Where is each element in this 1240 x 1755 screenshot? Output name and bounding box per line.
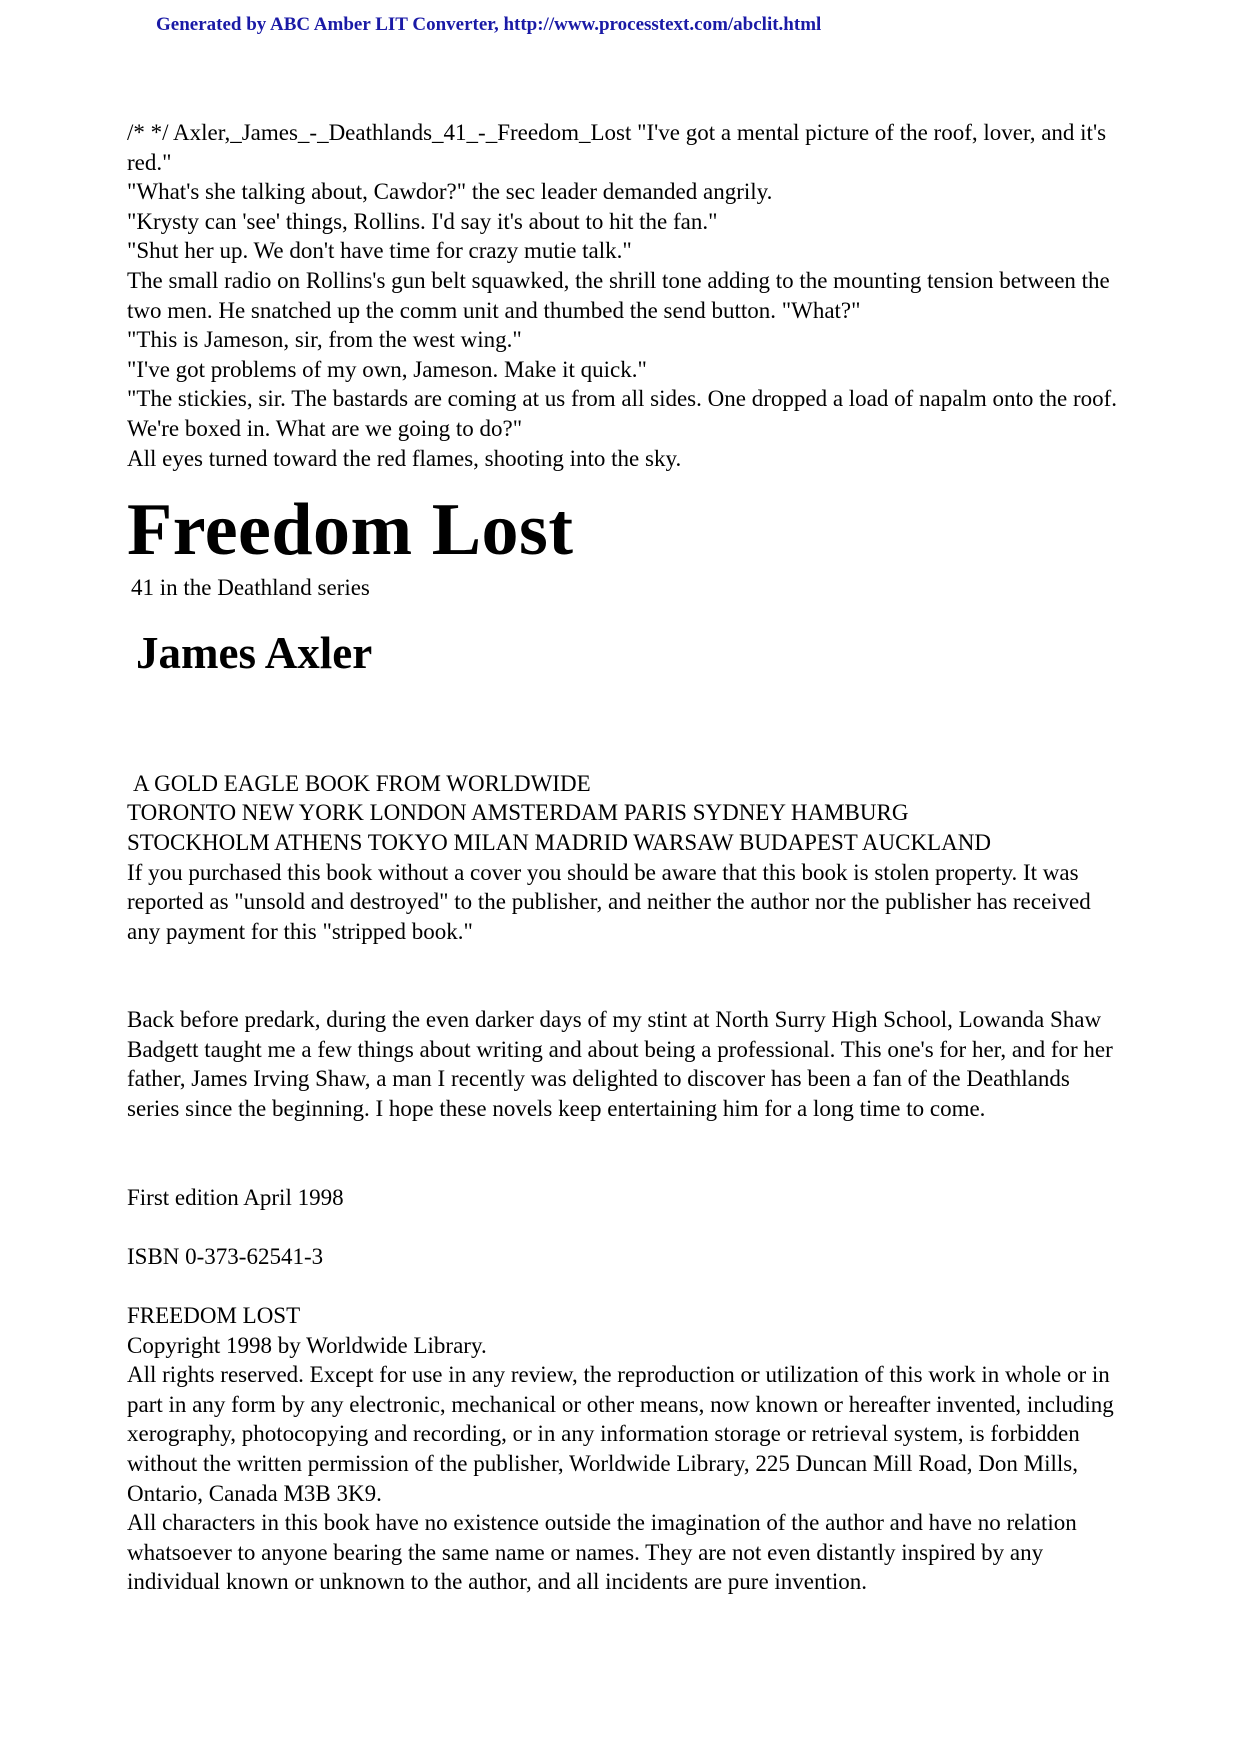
spacer xyxy=(127,1124,1127,1183)
intro-paragraph: "Krysty can 'see' things, Rollins. I'd say it's about to hit the fan." xyxy=(127,208,718,234)
fiction-notice: All characters in this book have no existence outside the imagination of the author and have no relation whatsoever to anyone bearing the same name or names. They are not even distantly inspired by any individual known or unknown to the author, and all incidents are pure invention. xyxy=(127,1510,1077,1595)
publisher-block xyxy=(127,769,1127,947)
edition-line: First edition April 1998 xyxy=(127,1184,344,1210)
intro-excerpt xyxy=(127,118,1127,473)
intro-paragraph: The small radio on Rollins's gun belt squawked, the shrill tone adding to the mounting tension between the two men. He snatched up the comm unit and thumbed the send button. "What?" xyxy=(127,267,1110,323)
rights-notice: All rights reserved. Except for use in any review, the reproduction or utilization of this work in whole or in part in any form by any electronic, mechanical or other means, now known or hereafter invented, including xerography, photocopying and recording, or in any information storage or retrieval system, is forbidden without the written permission of the publisher, Worldwide Library, 225 Duncan Mill Road, Don Mills, Ontario, Canada M3B 3K9. xyxy=(127,1362,1114,1506)
intro-paragraph: "What's she talking about, Cawdor?" the sec leader demanded angrily. xyxy=(127,179,773,205)
isbn-line: ISBN 0-373-62541-3 xyxy=(127,1243,324,1269)
dedication: Back before predark, during the even darker days of my stint at North Surry High School, Lowanda Shaw Badgett taught me a few things about writing and about being a professional. This one's for her, and for her father, James Irving Shaw, a man I recently was delighted to discover has been a fan of the Deathlands series since the beginning. I hope these novels keep entertaining him for a long time to come. xyxy=(127,1007,1113,1122)
spacer xyxy=(127,946,1127,1005)
spacer xyxy=(127,1271,1127,1301)
publisher-cities: STOCKHOLM ATHENS TOKYO MILAN MADRID WARSAW BUDAPEST AUCKLAND xyxy=(127,829,991,855)
author-name: James Axler xyxy=(136,627,373,678)
document-body xyxy=(127,118,1127,1597)
spacer xyxy=(127,473,1127,487)
series-line: 41 in the Deathland series xyxy=(131,575,370,601)
intro-paragraph: "This is Jameson, sir, from the west wing." xyxy=(127,327,522,353)
intro-paragraph: /* */ Axler,_James_-_Deathlands_41_-_Freedom_Lost "I've got a mental picture of the roof, lover, and it's red." xyxy=(127,120,1107,175)
publisher-cities: TORONTO NEW YORK LONDON AMSTERDAM PARIS SYDNEY HAMBURG xyxy=(127,800,909,826)
generator-header[interactable]: Generated by ABC Amber LIT Converter, http://www.processtext.com/abclit.html xyxy=(156,14,822,35)
intro-paragraph: "I've got problems of my own, Jameson. Make it quick." xyxy=(127,356,647,382)
copyright-line: Copyright 1998 by Worldwide Library. xyxy=(127,1332,487,1358)
intro-paragraph: "Shut her up. We don't have time for crazy mutie talk." xyxy=(127,238,632,264)
intro-paragraph: All eyes turned toward the red flames, shooting into the sky. xyxy=(127,445,682,471)
copyright-heading: FREEDOM LOST xyxy=(127,1303,301,1329)
copyright-block xyxy=(127,1301,1127,1597)
intro-paragraph: "The stickies, sir. The bastards are coming at us from all sides. One dropped a load of napalm onto the roof. We're boxed in. What are we going to do?" xyxy=(127,386,1118,441)
book-title: Freedom Lost xyxy=(127,489,574,572)
stripped-book-notice: If you purchased this book without a cover you should be aware that this book is stolen property. It was reported as "unsold and destroyed" to the publisher, and neither the author nor the publisher has received any payment for this "stripped book." xyxy=(127,859,1091,944)
publisher-line: A GOLD EAGLE BOOK FROM WORLDWIDE xyxy=(133,770,591,796)
spacer xyxy=(127,679,1127,769)
spacer xyxy=(127,1212,1127,1242)
